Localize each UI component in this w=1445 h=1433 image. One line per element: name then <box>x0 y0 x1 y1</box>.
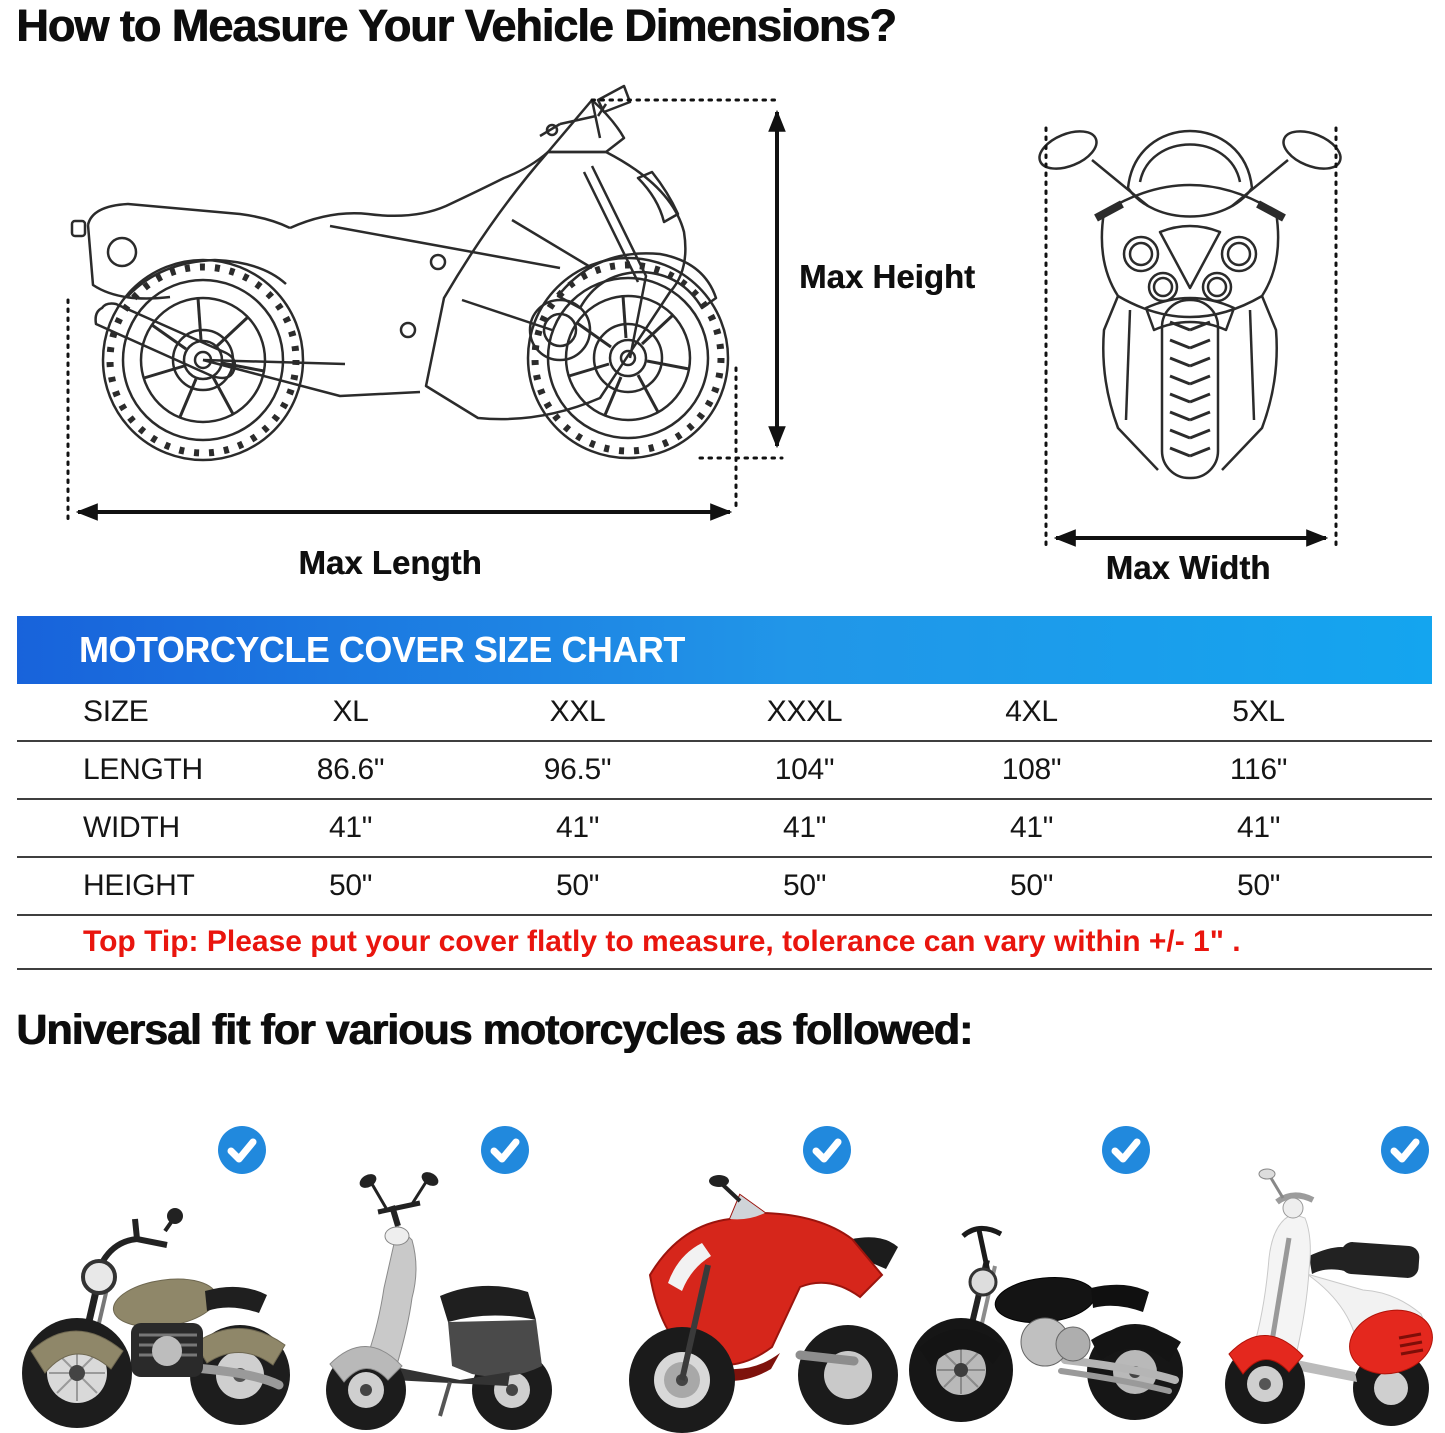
motorcycle-photo-scooter-red-white <box>1195 1158 1445 1433</box>
table-cell: 50" <box>782 869 827 902</box>
max-height-label: Max Height <box>799 258 976 295</box>
table-cell: 104" <box>774 753 835 786</box>
table-row-size <box>17 684 1432 742</box>
table-cell: 50" <box>1009 869 1054 902</box>
table-row-length <box>17 742 1432 800</box>
table-cell: 41" <box>782 811 827 844</box>
table-cell: 96.5" <box>543 753 612 786</box>
max-width-label: Max Width <box>1105 549 1271 586</box>
size-chart-title: MOTORCYCLE COVER SIZE CHART <box>79 629 685 670</box>
table-cell: 50" <box>555 869 600 902</box>
measurement-diagram <box>0 0 1445 615</box>
table-row-height <box>17 858 1432 916</box>
gallery-heading: Universal fit for various motorcycles as followed: <box>16 1006 973 1054</box>
size-chart-header <box>17 616 1432 684</box>
table-cell: XXL <box>549 695 606 728</box>
motorcycle-front-outline-icon <box>1034 124 1346 478</box>
table-cell: 50" <box>328 869 373 902</box>
size-chart-table <box>17 616 1432 970</box>
table-cell: 41" <box>1236 811 1281 844</box>
top-tip-text: Top Tip: Please put your cover flatly to measure, tolerance can vary within +/- 1" . <box>83 925 1241 958</box>
table-cell: 41" <box>328 811 373 844</box>
checkmark-icon <box>218 1126 266 1174</box>
max-length-label: Max Length <box>298 544 482 581</box>
motorcycle-photo-cruiser-olive <box>15 1183 300 1433</box>
checkmark-icon <box>481 1126 529 1174</box>
row-label: WIDTH <box>83 811 180 844</box>
motorcycle-photo-scooter-silver <box>300 1168 585 1433</box>
row-label: LENGTH <box>83 753 203 786</box>
table-cell: 5XL <box>1232 695 1285 728</box>
table-cell: 41" <box>1009 811 1054 844</box>
motorcycle-side-outline-icon <box>72 86 728 460</box>
top-tip-row <box>17 916 1432 970</box>
page-title: How to Measure Your Vehicle Dimensions? <box>16 0 896 51</box>
table-row-width <box>17 800 1432 858</box>
table-cell: 108" <box>1001 753 1062 786</box>
table-cell: 50" <box>1236 869 1281 902</box>
table-cell: XXXL <box>766 695 843 728</box>
table-cell: 4XL <box>1005 695 1058 728</box>
table-cell: 116" <box>1229 753 1288 786</box>
motorcycle-photo-cruiser-black <box>895 1190 1215 1433</box>
motorcycle-photo-sport-red <box>590 1155 920 1433</box>
table-cell: 41" <box>555 811 600 844</box>
table-cell: 86.6" <box>316 753 385 786</box>
checkmark-icon <box>1102 1126 1150 1174</box>
row-label: HEIGHT <box>83 869 195 902</box>
table-cell: XL <box>332 695 369 728</box>
row-label: SIZE <box>83 695 149 728</box>
